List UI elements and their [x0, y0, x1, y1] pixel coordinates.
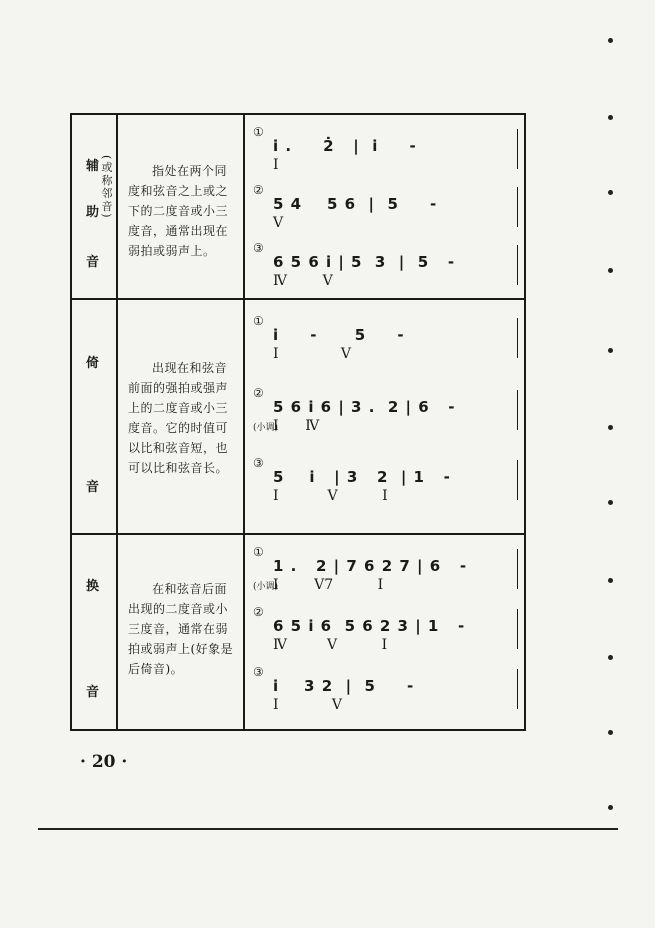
examples-cell: [245, 300, 524, 533]
term-char: 音: [86, 685, 100, 700]
page-number: · 20 ·: [80, 752, 128, 772]
margin-mark: [608, 115, 613, 120]
margin-mark: [608, 655, 613, 660]
term-char: 倚: [86, 356, 100, 371]
example-chords: V: [273, 215, 284, 231]
barline: [517, 460, 518, 500]
example-notes: 1 . 2 | 7 6 2 7 | 6 -: [273, 557, 468, 575]
description-cell: [118, 115, 243, 298]
term-cell: [72, 300, 116, 533]
mode-label: (小调): [253, 423, 279, 433]
term-char: 助: [86, 205, 100, 220]
example-number: ②: [253, 183, 264, 197]
table-row: [71, 299, 525, 534]
table-row: [71, 114, 525, 299]
term-char: 音: [86, 255, 100, 270]
example-number: ①: [253, 314, 264, 328]
barline: [517, 390, 518, 430]
example-line: [253, 665, 524, 715]
barline: [517, 245, 518, 285]
barline: [517, 669, 518, 709]
example-notes: 5 4 5 6 | 5 -: [273, 195, 438, 213]
example-line: [253, 183, 524, 233]
example-notes: i - 5 -: [273, 326, 405, 344]
term-note: (或称邻音): [100, 155, 113, 220]
example-number: ②: [253, 605, 264, 619]
term-char: 音: [86, 480, 100, 495]
example-chords: I V: [273, 346, 351, 362]
example-chords: I V7 I: [273, 577, 384, 593]
example-line: [253, 125, 524, 175]
barline: [517, 187, 518, 227]
example-number: ③: [253, 241, 264, 255]
margin-mark: [608, 805, 613, 810]
barline: [517, 609, 518, 649]
example-number: ①: [253, 545, 264, 559]
example-line: [253, 314, 524, 364]
description-cell: [118, 300, 243, 533]
example-number: ③: [253, 456, 264, 470]
term-cell: [72, 535, 116, 729]
example-number: ③: [253, 665, 264, 679]
margin-mark: [608, 348, 613, 353]
example-chords: I Ⅳ: [273, 418, 320, 434]
examples-cell: [245, 535, 524, 729]
barline: [517, 549, 518, 589]
example-line: [253, 545, 524, 595]
term-char: 辅: [86, 159, 100, 174]
example-line: [253, 456, 524, 506]
example-number: ②: [253, 386, 264, 400]
bottom-rule: [38, 828, 618, 830]
example-notes: 5 6 i 6 | 3 . 2 | 6 -: [273, 398, 456, 416]
example-line: [253, 386, 524, 436]
example-notes: i . 2̇ | i -: [273, 137, 417, 155]
example-notes: 6 5 i 6 5 6 2 3 | 1 -: [273, 617, 466, 635]
example-line: [253, 605, 524, 655]
example-line: [253, 241, 524, 291]
example-number: ①: [253, 125, 264, 139]
example-notes: 6 5 6 i | 5 3 | 5 -: [273, 253, 456, 271]
description-text: 在和弦音后面出现的二度音或小三度音，通常在弱拍或弱声上(好象是后倚音)。: [128, 582, 234, 676]
description-text: 出现在和弦音前面的强拍或强声上的二度音或小三度音。它的时值可以比和弦音短，也可以比和弦音长。: [128, 361, 229, 475]
margin-mark: [608, 730, 613, 735]
margin-mark: [608, 38, 613, 43]
example-chords: I V: [273, 697, 343, 713]
description-cell: [118, 535, 243, 729]
example-chords: Ⅳ V: [273, 273, 333, 289]
barline: [517, 129, 518, 169]
margin-mark: [608, 578, 613, 583]
margin-mark: [608, 268, 613, 273]
ornament-table: [70, 113, 526, 731]
examples-cell: [245, 115, 524, 298]
mode-label: (小调): [253, 582, 279, 592]
example-chords: Ⅳ V I: [273, 637, 388, 653]
description-text: 指处在两个同度和弦音之上或之下的二度音或小三度音，通常出现在弱拍或弱声上。: [128, 164, 229, 258]
example-chords: I: [273, 157, 279, 173]
barline: [517, 318, 518, 358]
term-cell: [72, 115, 116, 298]
term-char: 换: [86, 579, 100, 594]
example-chords: I V I: [273, 488, 388, 504]
example-notes: i 3 2 | 5 -: [273, 677, 415, 695]
margin-mark: [608, 425, 613, 430]
margin-mark: [608, 190, 613, 195]
margin-mark: [608, 500, 613, 505]
table-row: [71, 534, 525, 730]
example-notes: 5 i | 3 2 | 1 -: [273, 468, 451, 486]
